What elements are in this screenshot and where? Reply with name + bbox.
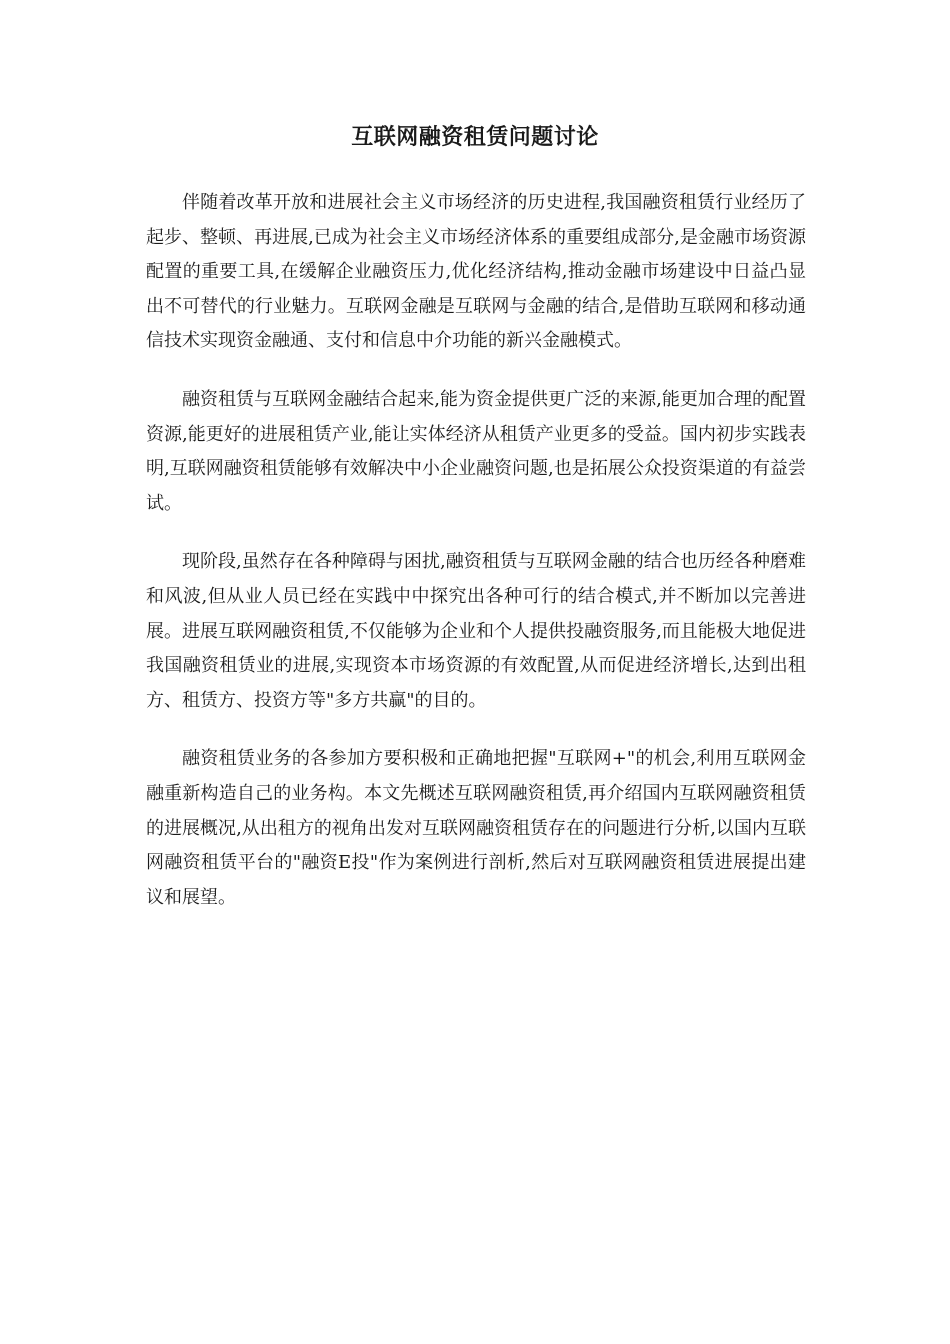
paragraph-1: 伴随着改革开放和进展社会主义市场经济的历史进程,我国融资租赁行业经历了起步、整顿、再进展,已成为社会主义市场经济体系的重要组成部分,是金融市场资源配置的重要工具,在缓解企业融资压力,优化经济结构,推动金融市场建设中日益凸显出不可替代的行业魅力。互联网金融是互联网与金融的结合,是借助互联网和移动通信技术实现资金融通、支付和信息中介功能的新兴金融模式。	[146, 192, 806, 352]
document-title: 互联网融资租赁问题讨论	[351, 124, 599, 150]
paragraph-3: 现阶段,虽然存在各种障碍与困扰,融资租赁与互联网金融的结合也历经各种磨难和风波,但从业人员已经在实践中中探究出各种可行的结合模式,并不断加以完善进展。进展互联网融资租赁,不仅能够为企业和个人提供投融资服务,而且能极大地促进我国融资租赁业的进展,实现资本市场资源的有效配置,从而促进经济增长,达到出租方、租赁方、投资方等"多方共赢"的目的。	[146, 551, 806, 711]
paragraph-4: 融资租赁业务的各参加方要积极和正确地把握"互联网+"的机会,利用互联网金融重新构造自己的业务构。本文先概述互联网融资租赁,再介绍国内互联网融资租赁的进展概况,从出租方的视角出发对互联网融资租赁存在的问题进行分析,以国内互联网融资租赁平台的"融资E投"作为案例进行剖析,然后对互联网融资租赁进展提出建议和展望。	[146, 748, 806, 908]
document-body	[146, 186, 806, 939]
paragraph-2: 融资租赁与互联网金融结合起来,能为资金提供更广泛的来源,能更加合理的配置资源,能更好的进展租赁产业,能让实体经济从租赁产业更多的受益。国内初步实践表明,互联网融资租赁能够有效解决中小企业融资问题,也是拓展公众投资渠道的有益尝试。	[146, 388, 806, 514]
